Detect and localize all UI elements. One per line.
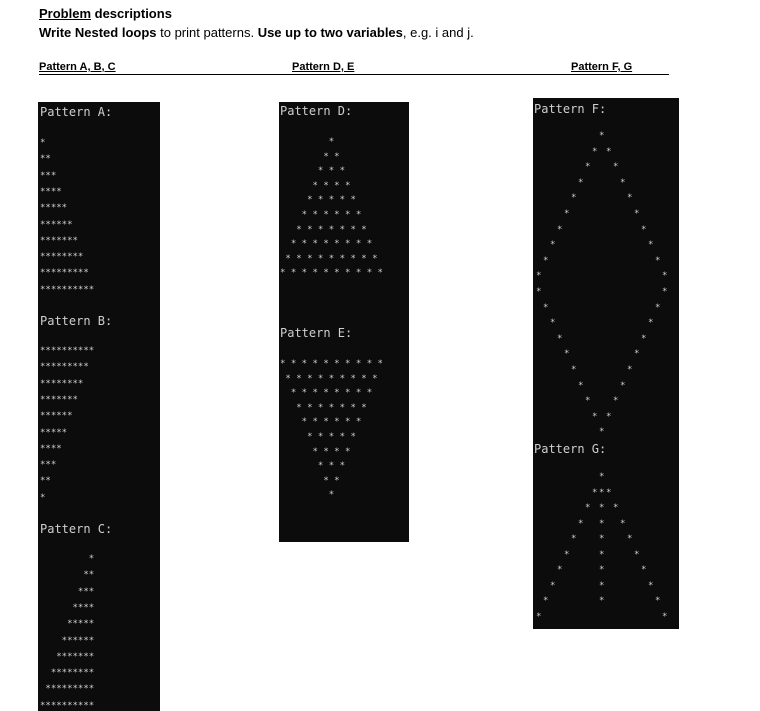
star: * — [634, 549, 640, 560]
star: * — [620, 380, 626, 391]
heading-rule — [39, 74, 669, 75]
star: * — [655, 596, 661, 606]
pattern-row: * * * * * * * * — [280, 388, 373, 399]
star: * — [599, 503, 605, 513]
star: * — [599, 580, 605, 591]
pattern-g-label: Pattern G: — [534, 442, 607, 456]
star: * — [564, 349, 570, 360]
pattern-row: * * * — [280, 461, 346, 472]
instructions — [39, 25, 474, 40]
pattern-b-label: Pattern B: — [40, 314, 113, 328]
star: * — [585, 503, 591, 513]
star: * — [627, 365, 633, 375]
star: * — [599, 427, 605, 438]
pattern-row: * — [40, 554, 95, 564]
star: * — [655, 255, 661, 266]
pattern-row: ********* — [40, 268, 89, 279]
star: * — [536, 287, 542, 297]
instr-bold-2: Use up to two variables — [257, 25, 403, 40]
pattern-row: * * — [280, 475, 340, 486]
pattern-row: * — [40, 492, 46, 503]
star: * — [578, 380, 584, 391]
console-left — [38, 102, 160, 711]
pattern-row: ******** — [40, 252, 84, 263]
star: * — [592, 146, 598, 157]
pattern-row: ****** — [40, 411, 73, 422]
pattern-row: * — [280, 137, 335, 147]
star: * — [571, 365, 577, 375]
column-heading-de: Pattern D, E — [292, 61, 355, 73]
pattern-row: * * * * * — [280, 432, 356, 442]
star: * — [648, 318, 654, 329]
pattern-row: ** — [40, 570, 95, 581]
star: * — [634, 349, 640, 360]
star: * — [613, 162, 619, 173]
pattern-row: * * * * * * * * * — [280, 373, 378, 384]
star: * — [599, 472, 605, 482]
pattern-row: * * * — [280, 166, 346, 177]
star: * — [648, 240, 654, 251]
star: * — [557, 565, 563, 575]
star: * — [571, 193, 577, 204]
star: * — [606, 487, 612, 498]
star: * — [536, 611, 542, 622]
instr-mid: to print patterns. — [156, 25, 258, 40]
pattern-row: **** — [40, 186, 62, 197]
star: * — [620, 518, 626, 529]
pattern-row: ******** — [40, 378, 84, 389]
pattern-f-label: Pattern F: — [534, 102, 607, 116]
star: * — [655, 302, 661, 313]
star: * — [543, 302, 549, 313]
pattern-row: * * * * * * — [280, 210, 362, 220]
pattern-row: *** — [40, 586, 95, 597]
pattern-row: ******** — [40, 668, 95, 679]
column-heading-fg: Pattern F, G — [571, 61, 633, 73]
console-middle — [279, 102, 409, 542]
star: * — [592, 487, 598, 498]
star: * — [571, 534, 577, 544]
star: * — [641, 565, 647, 575]
pattern-row: * * * * * * * — [280, 402, 367, 413]
pattern-row: ********** — [40, 700, 95, 711]
star: * — [648, 580, 654, 591]
star: * — [599, 487, 605, 498]
star: * — [578, 177, 584, 188]
star: * — [550, 318, 556, 329]
star: * — [662, 271, 668, 282]
star: * — [599, 534, 605, 544]
pattern-row: ********* — [40, 362, 89, 373]
pattern-d-label: Pattern D: — [280, 104, 353, 118]
star: * — [627, 193, 633, 204]
pattern-row: ***** — [40, 619, 95, 630]
star: * — [564, 209, 570, 219]
pattern-e-label: Pattern E: — [280, 326, 353, 340]
star: * — [627, 534, 633, 544]
star: * — [578, 518, 584, 529]
star: * — [613, 396, 619, 407]
instr-end: , e.g. i and j. — [402, 25, 474, 40]
star: * — [662, 611, 668, 622]
star: * — [585, 396, 591, 407]
pattern-row: ********** — [40, 346, 95, 356]
pattern-row: ********* — [40, 684, 95, 695]
pattern-row: ** — [40, 154, 51, 165]
star: * — [557, 333, 563, 344]
pattern-row: * * * * * * * * — [280, 239, 373, 250]
star: * — [641, 333, 647, 344]
pattern-row: * * * * * * — [280, 417, 362, 428]
pattern-row: * * * * — [280, 446, 351, 457]
star: * — [592, 411, 598, 422]
pattern-row: * — [280, 490, 335, 501]
star: * — [606, 146, 612, 157]
star: * — [550, 580, 556, 591]
pattern-row: * — [40, 138, 46, 148]
star: * — [550, 240, 556, 251]
pattern-c-label: Pattern C: — [40, 522, 113, 536]
star: * — [599, 131, 605, 141]
pattern-row: *** — [40, 460, 57, 471]
doc-title — [39, 6, 172, 21]
doc-title-rest: descriptions — [91, 6, 172, 21]
pattern-row: * * * * * — [280, 195, 356, 206]
star: * — [599, 596, 605, 606]
pattern-row: ***** — [40, 427, 68, 438]
pattern-row: *** — [40, 170, 57, 181]
pattern-row: ****** — [40, 219, 73, 230]
pattern-row: **** — [40, 443, 62, 454]
console-right — [533, 98, 679, 629]
star: * — [599, 518, 605, 529]
star: * — [606, 411, 612, 422]
star: * — [599, 549, 605, 560]
pattern-row: * * * * * * * * * * — [280, 359, 383, 369]
pattern-row: ******* — [40, 235, 78, 246]
pattern-row: * * * * * * * * * — [280, 253, 378, 264]
pattern-row: ******* — [40, 394, 78, 405]
pattern-row: * * — [280, 151, 340, 162]
doc-title-underlined: Problem — [39, 6, 92, 21]
pattern-a-label: Pattern A: — [40, 105, 113, 119]
pattern-row: **** — [40, 602, 95, 613]
column-heading-abc: Pattern A, B, C — [39, 61, 116, 73]
pattern-row: ********** — [40, 284, 95, 295]
star: * — [599, 565, 605, 575]
pattern-row: ** — [40, 476, 51, 487]
star: * — [543, 596, 549, 606]
star: * — [620, 177, 626, 188]
star: * — [585, 162, 591, 173]
star: * — [634, 209, 640, 219]
star: * — [564, 549, 570, 560]
pattern-row: ****** — [40, 635, 95, 646]
pattern-row: * * * * — [280, 180, 351, 191]
star: * — [662, 287, 668, 297]
star: * — [641, 224, 647, 235]
pattern-row: * * * * * * * — [280, 224, 367, 235]
instr-bold-1: Write Nested loops — [39, 25, 157, 40]
star: * — [557, 224, 563, 235]
pattern-row: * * * * * * * * * * — [280, 268, 383, 279]
star: * — [613, 503, 619, 513]
star: * — [536, 271, 542, 282]
star: * — [543, 255, 549, 266]
pattern-row: ******* — [40, 651, 95, 662]
pattern-row: ***** — [40, 203, 68, 214]
